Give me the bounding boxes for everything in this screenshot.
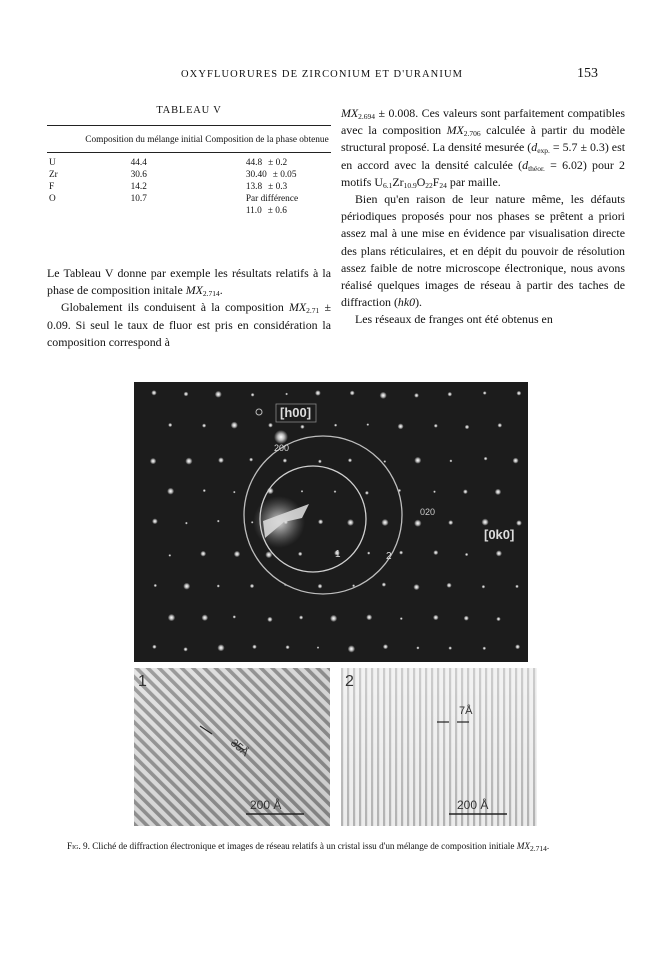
right-column-text: [341, 105, 625, 329]
table-row: [47, 181, 331, 193]
diffraction-spot: [168, 423, 172, 427]
diffraction-spot: [152, 645, 156, 649]
diffraction-spot: [483, 647, 487, 651]
paragraph: Globalement ils conduisent à la composition $MX_{2.71} \pm 0.09$. Si seul le taux de fluor est pris en considération la composition correspond à: [47, 300, 332, 349]
table-cell-value: 13.8: [245, 182, 263, 192]
paragraph: Le Tableau V donne par exemple les résultats relatifs à la phase de composition initale $MX_{2.714}$.: [47, 266, 331, 299]
reflection-200-spot: [274, 430, 288, 444]
diffraction-spot: [233, 615, 236, 618]
diffraction-spot: [215, 391, 222, 398]
table-cell-obtained: Par différence: [245, 194, 299, 204]
label-ring-1: 1: [335, 549, 341, 560]
diffraction-spot: [183, 647, 187, 651]
caption-text: Cliché de diffraction électronique et images de réseau relatifs à un cristal issu d'un mélange de composition initiale: [89, 841, 517, 851]
caption-label: Fig. 9.: [67, 841, 90, 851]
table-cell-initial: 10.7: [130, 194, 147, 204]
diffraction-spot: [286, 645, 290, 649]
diffraction-pattern-image: [134, 382, 528, 662]
diffraction-spot: [203, 489, 206, 492]
diffraction-spot: [414, 520, 421, 527]
diffraction-spot: [168, 614, 175, 621]
table-cell-obtained: [204, 181, 331, 193]
panel-1-spacing: 35Å: [228, 737, 251, 759]
diffraction-spot: [464, 616, 469, 621]
diffraction-spot: [414, 393, 419, 398]
diffraction-spot: [185, 522, 188, 525]
diffraction-spot: [383, 460, 386, 463]
diffraction-spot: [347, 519, 354, 526]
diffraction-spot: [496, 617, 500, 621]
table-cell-element: O: [49, 194, 56, 204]
diffraction-spot: [515, 585, 519, 589]
table-cell-value: 44.8: [245, 158, 263, 168]
diffraction-spot: [398, 423, 404, 429]
diffraction-spot: [317, 646, 320, 649]
table-cell-initial: 14.2: [130, 182, 147, 192]
paragraph: Les réseaux de franges ont été obtenus en: [355, 312, 553, 327]
lattice-image-1: [134, 668, 330, 826]
diffraction-spot: [399, 551, 403, 555]
diffraction-spot: [185, 458, 192, 465]
diffraction-spot: [496, 550, 502, 556]
table-row: [47, 193, 331, 205]
diffraction-spot: [334, 424, 337, 427]
diffraction-spot: [447, 583, 452, 588]
table-cell-error: ± 0.05: [272, 170, 297, 180]
table-cell-error: ± 0.6: [267, 206, 287, 216]
diffraction-spot: [300, 425, 304, 429]
diffraction-spot: [167, 488, 174, 495]
diffraction-spot: [383, 644, 388, 649]
table-body: [47, 153, 331, 217]
diffraction-pattern-svg: [134, 382, 528, 662]
diffraction-spot: [168, 554, 171, 557]
table-cell-value: 30.40: [245, 170, 267, 180]
diffraction-spot: [218, 457, 224, 463]
diffraction-spot: [318, 519, 323, 524]
diffraction-spot: [301, 490, 304, 493]
page-number: 153: [577, 66, 598, 81]
diffraction-spot: [348, 458, 352, 462]
table-header-element: [47, 134, 85, 146]
diffraction-spot: [183, 583, 190, 590]
diffraction-spot: [217, 584, 220, 587]
diffraction-spot: [482, 585, 486, 589]
diffraction-spot: [380, 392, 387, 399]
diffraction-spot: [202, 614, 209, 621]
diffraction-spots: [150, 390, 528, 652]
diffraction-spot: [433, 490, 436, 493]
table-cell-element: F: [49, 182, 55, 192]
lattice-image-2-svg: [341, 668, 537, 826]
diffraction-spot: [448, 646, 452, 650]
diffraction-spot: [465, 553, 468, 556]
diffraction-spot: [367, 552, 370, 555]
diffraction-spot: [152, 518, 158, 524]
diffraction-spot: [315, 390, 321, 396]
diffraction-spot: [151, 390, 156, 395]
diffraction-spot: [465, 425, 470, 430]
diffraction-spot: [365, 491, 369, 495]
diffraction-spot: [318, 460, 322, 464]
running-title: OXYFLUORURES DE ZIRCONIUM ET D'URANIUM: [181, 69, 464, 80]
table-header-obtained: Composition de la phase obtenue: [205, 135, 329, 145]
diffraction-spot: [449, 459, 452, 462]
diffraction-spot: [495, 489, 501, 495]
diffraction-spot: [234, 551, 240, 557]
diffraction-spot: [413, 584, 419, 590]
paragraph: Bien qu'en raison de leur nature même, les défauts périodiques proposés pour nos phases se prêtent a priori assez mal à une mise en évidence par visualisation directe des plans réticulaires, et en dépit du pouvoir de résolution assez faible de notre microscope électronique, nous avons réalisé quelques images de réseau à partir des taches de diffraction (hk0).: [341, 192, 625, 310]
label-0k0: [0k0]: [484, 527, 515, 542]
diffraction-spot: [217, 644, 224, 651]
diffraction-spot: [498, 423, 503, 428]
table-row: [47, 157, 331, 169]
diffraction-spot: [217, 520, 220, 523]
diffraction-spot: [154, 584, 157, 587]
diffraction-spot: [416, 646, 419, 649]
table-row: [47, 205, 331, 217]
left-column-text: [47, 265, 331, 351]
diffraction-spot: [330, 615, 337, 622]
label-ring-2: 2: [386, 551, 392, 562]
lattice-image-1-svg: [134, 668, 330, 826]
table-cell-initial: 44.4: [130, 158, 147, 168]
diffraction-spot: [414, 457, 421, 464]
diffraction-spot: [348, 645, 355, 652]
panel-2-spacing: 7Å: [459, 705, 473, 717]
diffraction-spot: [268, 423, 273, 428]
panel-2-number: 2: [345, 673, 354, 690]
paragraph: $MX_{2.694} \pm 0.008$. Ces valeurs sont parfaitement compatibles avec la composition $MX_{2.706}$ calculée à partir du modèle structural proposé. La densité mesurée $(d_{exp.} = 5.7 \pm 0.3)$ est en accord avec la densité calculée $(d_{théor.} = 6.02)$ pour 2 motifs $U_{6.1}Zr_{10.9}O_{22}F_{24}$ par maille.: [341, 106, 625, 190]
label-020: 020: [420, 507, 436, 517]
figure-caption: Fig. 9. Cliché de diffraction électronique et images de réseau relatifs à un cristal issu d'un mélange de composition initiale $MX_{2.714}$.: [67, 841, 550, 853]
label-200: 200: [274, 443, 290, 453]
diffraction-spot: [515, 644, 520, 649]
diffraction-spot: [249, 458, 253, 462]
diffraction-spot: [250, 584, 254, 588]
table-cell-obtained: [204, 205, 331, 217]
lattice-image-2: [341, 668, 537, 826]
diffraction-spot: [463, 489, 468, 494]
diffraction-spot: [483, 391, 487, 395]
diffraction-spot: [298, 552, 302, 556]
panel-1-number: 1: [138, 673, 147, 690]
diffraction-spot: [434, 424, 438, 428]
table-cell-error: ± 0.3: [268, 182, 288, 192]
table-cell-obtained: [204, 157, 331, 169]
diffraction-spot: [318, 584, 323, 589]
diffraction-spot: [283, 458, 287, 462]
fringe-shading: [341, 668, 537, 826]
diffraction-spot: [299, 615, 303, 619]
diffraction-spot: [482, 519, 489, 526]
running-header: [0, 66, 672, 85]
diffraction-spot: [251, 393, 255, 397]
diffraction-spot: [231, 422, 238, 429]
diffraction-spot: [233, 491, 236, 494]
table-cell-error: ± 0.2: [268, 158, 288, 168]
diffraction-spot: [267, 617, 272, 622]
table-cell-obtained: [204, 169, 331, 181]
diffraction-spot: [184, 392, 189, 397]
diffraction-spot: [382, 582, 386, 586]
diffraction-spot: [252, 645, 257, 650]
diffraction-spot: [366, 423, 369, 426]
diffraction-spot: [433, 615, 439, 621]
table-title: TABLEAU V: [156, 105, 222, 116]
diffraction-spot: [448, 520, 453, 525]
diffraction-spot: [150, 458, 156, 464]
diffraction-spot: [350, 391, 355, 396]
table-header-initial: Composition du mélange initial: [85, 135, 203, 145]
table-header: [47, 126, 331, 152]
table-row: [47, 169, 331, 181]
diffraction-spot: [366, 614, 372, 620]
diffraction-spot: [285, 393, 288, 396]
diffraction-spot: [448, 392, 453, 397]
table-cell-value: 11.0: [245, 206, 262, 216]
diffraction-spot: [517, 391, 522, 396]
diffraction-spot: [200, 551, 206, 557]
diffraction-spot: [433, 550, 438, 555]
diffraction-spot: [484, 457, 488, 461]
diffraction-spot: [400, 617, 403, 620]
diffraction-spot: [334, 490, 337, 493]
origin-marker: [256, 409, 262, 415]
table-cell-initial: 30.6: [130, 170, 147, 180]
diffraction-spot: [513, 458, 519, 464]
diffraction-spot: [381, 519, 388, 526]
table-v: [47, 105, 331, 217]
label-h00: [h00]: [280, 405, 312, 420]
table-cell-element: U: [49, 158, 56, 168]
diffraction-spot: [516, 520, 522, 526]
diffraction-spot: [202, 424, 206, 428]
panel-2-scale-label: 200 Å: [457, 798, 489, 812]
panel-1-scale-label: 200 Å: [250, 798, 282, 812]
table-cell-element: Zr: [49, 170, 58, 180]
